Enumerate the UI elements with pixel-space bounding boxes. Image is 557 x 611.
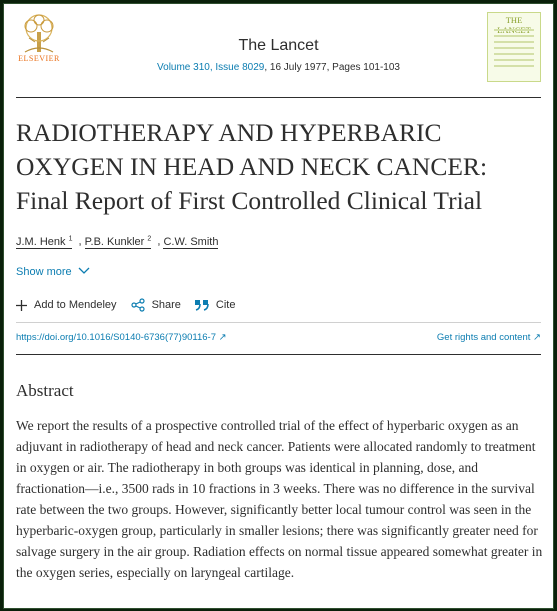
author-link[interactable] bbox=[16, 236, 72, 249]
actions-divider bbox=[16, 322, 541, 323]
journal-header bbox=[4, 4, 553, 90]
author-name: P.B. Kunkler bbox=[84, 235, 145, 248]
article-page bbox=[3, 3, 554, 609]
author-link[interactable] bbox=[85, 236, 152, 249]
show-more-button[interactable] bbox=[16, 266, 90, 278]
plus-icon bbox=[16, 300, 27, 311]
get-rights-link[interactable] bbox=[437, 332, 541, 343]
issue-date-pages: , 16 July 1977, Pages 101-103 bbox=[264, 62, 400, 73]
chevron-down-icon bbox=[78, 267, 90, 275]
author-list: J.M. Henk $^1$ , P.B. Kunkler $^2$ , C.W. Smith bbox=[16, 235, 219, 248]
external-link-icon: ↗ bbox=[218, 332, 227, 343]
publisher-name: ELSEVIER bbox=[18, 54, 60, 63]
show-more-label: Show more bbox=[16, 266, 72, 278]
author-link[interactable] bbox=[163, 236, 218, 249]
journal-title[interactable]: The Lancet bbox=[238, 37, 319, 54]
header-divider bbox=[16, 97, 541, 98]
share-icon bbox=[131, 298, 145, 312]
doi-divider bbox=[16, 354, 541, 355]
add-to-mendeley-button[interactable] bbox=[16, 299, 117, 311]
abstract-heading: Abstract bbox=[16, 381, 74, 400]
journal-cover-thumbnail[interactable] bbox=[487, 12, 541, 82]
author-affiliation: 2 bbox=[147, 235, 152, 242]
journal-issue-info bbox=[4, 62, 553, 73]
article-title: RADIOTHERAPY AND HYPERBARIC OXYGEN IN HEAD AND NECK CANCER: Final Report of First Controlled Clinical Trial bbox=[16, 118, 488, 215]
rights-text: Get rights and content bbox=[436, 332, 531, 343]
doi-text: https://doi.org/10.1016/S0140-6736(77)90116-7 bbox=[16, 332, 217, 343]
mendeley-label: Add to Mendeley bbox=[34, 299, 117, 311]
share-label: Share bbox=[151, 299, 181, 311]
article-actions bbox=[16, 298, 249, 312]
abstract-text: We report the results of a prospective controlled trial of the effect of hyperbaric oxygen as an adjuvant in radiotherapy of head and neck cancer. Patients were allocated randomly to treatment in oxygen or air. The radiotherapy in both groups was identical in planning, dose, and fractionation—i.e., 3500 rads in 10 fractions in 3 weeks. There was no difference in the survival rate between the two groups. However, significantly better local tumour control was seen in the hyperbaric-oxygen group, particularly in smaller lesions; there was significantly greater need for salvage surgery in the air group. Radiation effects on normal tissue appeared somewhat greater in the oxygen series, especially on laryngeal cartilage. bbox=[16, 418, 543, 580]
cover-text-lines bbox=[494, 29, 534, 71]
issue-link[interactable]: Volume 310, Issue 8029 bbox=[157, 62, 265, 73]
quote-icon bbox=[195, 300, 209, 311]
author-name: J.M. Henk bbox=[16, 235, 66, 248]
external-link-icon: ↗ bbox=[533, 332, 541, 343]
cover-title: THE bbox=[505, 15, 523, 25]
cite-button[interactable] bbox=[195, 299, 236, 311]
author-affiliation: 1 bbox=[68, 235, 73, 242]
share-button[interactable] bbox=[131, 298, 181, 312]
author-name: C.W. Smith bbox=[163, 235, 219, 248]
doi-link[interactable] bbox=[16, 332, 227, 343]
cite-label: Cite bbox=[215, 299, 236, 311]
